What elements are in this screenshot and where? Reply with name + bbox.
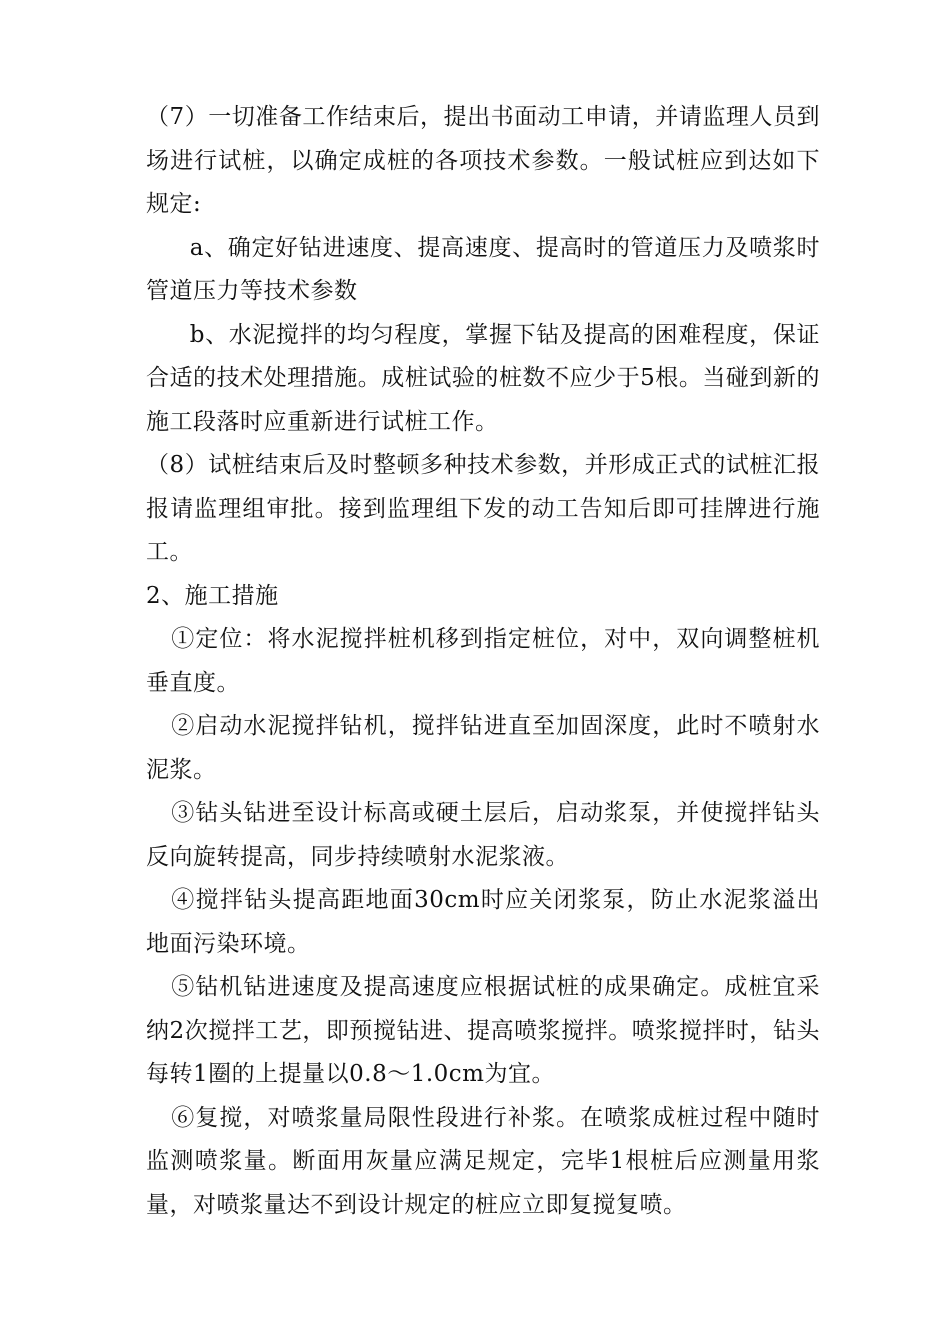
step-3-pump: ③钻头钻进至设计标高或硬土层后，启动浆泵，并使搅拌钻头反向旋转提高，同步持续喷射水泥浆液。: [146, 800, 820, 870]
document-body: [146, 96, 820, 1227]
step-2-start-drill: ②启动水泥搅拌钻机，搅拌钻进直至加固深度，此时不喷射水泥浆。: [146, 713, 820, 783]
step-5-speed: ⑤钻机钻进速度及提高速度应根据试桩的成果确定。成桩宜采纳2次搅拌工艺，即预搅钻进、提高喷浆搅拌。喷浆搅拌时，钻头每转1圈的上提量以0.8～1.0cm为宜。: [146, 974, 820, 1087]
paragraph-item-a: a、确定好钻进速度、提高速度、提高时的管道压力及喷浆时管道压力等技术参数: [146, 234, 820, 304]
step-1-positioning: ①定位：将水泥搅拌桩机移到指定桩位，对中，双向调整桩机垂直度。: [146, 626, 820, 696]
step-6-remix: ⑥复搅，对喷浆量局限性段进行补浆。在喷浆成桩过程中随时监测喷浆量。断面用灰量应满足规定，完毕1根桩后应测量用浆量，对喷浆量达不到设计规定的桩应立即复搅复喷。: [146, 1104, 820, 1218]
paragraph-7-preparation: （7）一切准备工作结束后，提出书面动工申请，并请监理人员到场进行试桩，以确定成桩的各项技术参数。一般试桩应到达如下规定:: [146, 104, 820, 217]
paragraph-item-b: b、水泥搅拌的均匀程度，掌握下钻及提高的困难程度，保证合适的技术处理措施。成桩试验的桩数不应少于5根。当碰到新的施工段落时应重新进行试桩工作。: [146, 321, 820, 435]
paragraph-8-report: （8）试桩结束后及时整顿多种技术参数，并形成正式的试桩汇报报请监理组审批。接到监理组下发的动工告知后即可挂牌进行施工。: [146, 452, 820, 565]
step-4-close-pump: ④搅拌钻头提高距地面30cm时应关闭浆泵，防止水泥浆溢出地面污染环境。: [146, 887, 820, 957]
section-heading-construction-measures: 2、施工措施: [146, 582, 279, 609]
